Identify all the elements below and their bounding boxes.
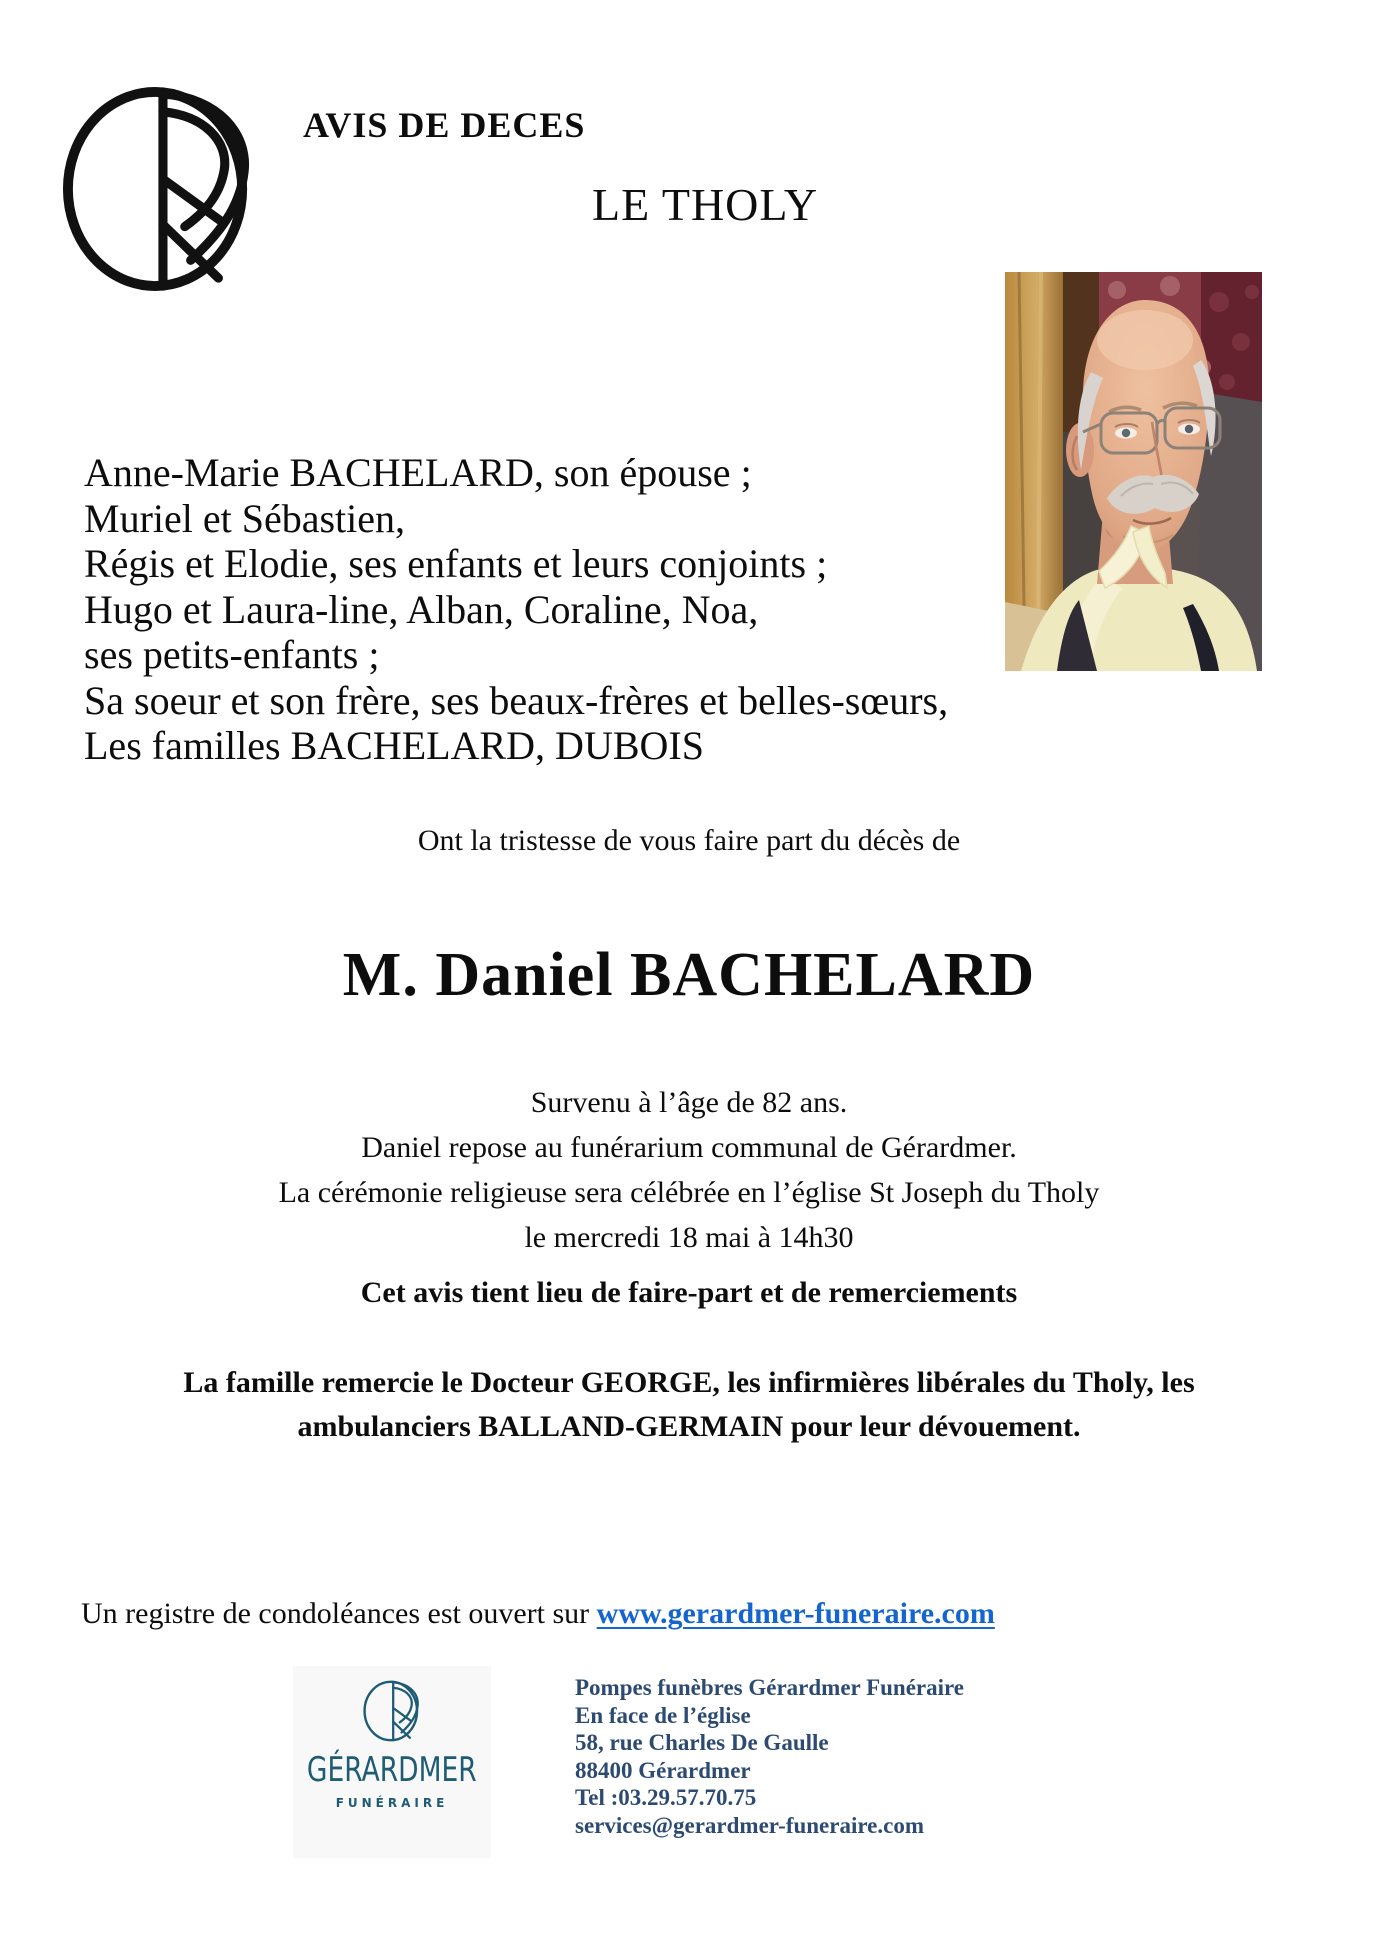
contact-line: 88400 Gérardmer bbox=[575, 1757, 751, 1783]
family-line: ses petits-enfants ; bbox=[84, 632, 380, 677]
contact-line: Pompes funèbres Gérardmer Funéraire bbox=[575, 1675, 965, 1700]
register-link[interactable]: www.gerardmer-funeraire.com bbox=[596, 1597, 995, 1630]
contact-line: En face de l’église bbox=[575, 1702, 751, 1728]
detail-line: La cérémonie religieuse sera célébrée en l’église St Joseph du Tholy bbox=[278, 1176, 1100, 1209]
family-list bbox=[84, 450, 1064, 769]
footer-logo-wordmark: GÉRARDMER bbox=[307, 1750, 477, 1790]
thanks-line: ambulanciers BALLAND-GERMAIN pour leur dévouement. bbox=[297, 1410, 1081, 1443]
contact-line: Tel :03.29.57.70.75 bbox=[575, 1785, 757, 1810]
contact-line: services@gerardmer-funeraire.com bbox=[575, 1812, 924, 1838]
thanks-block bbox=[0, 1361, 1378, 1449]
fairepart-notice: Cet avis tient lieu de faire-part et de remerciements bbox=[360, 1276, 1018, 1309]
detail-line: Daniel repose au funérarium communal de Gérardmer. bbox=[361, 1131, 1017, 1164]
family-line: Sa soeur et son frère, ses beaux-frères et belles-sœurs, bbox=[84, 677, 949, 723]
ceremony-details bbox=[0, 1080, 1378, 1260]
register-line bbox=[81, 1597, 995, 1631]
contact-block bbox=[575, 1674, 964, 1839]
register-text: Un registre de condoléances est ouvert sur bbox=[81, 1597, 597, 1630]
contact-line: 58, rue Charles De Gaulle bbox=[575, 1730, 829, 1755]
detail-line: Survenu à l’âge de 82 ans. bbox=[530, 1086, 848, 1119]
family-line: Muriel et Sébastien, bbox=[84, 495, 406, 541]
deceased-name: M. Daniel BACHELARD bbox=[342, 941, 1036, 1009]
funeral-home-monogram-icon bbox=[60, 86, 258, 296]
town-heading: LE THOLY bbox=[592, 179, 819, 230]
footer-logo-subtitle: FUNÉRAIRE bbox=[335, 1796, 449, 1810]
funeral-home-monogram-icon bbox=[360, 1680, 424, 1742]
family-line: Hugo et Laura-line, Alban, Coraline, Noa, bbox=[84, 586, 759, 632]
notice-type-heading: AVIS DE DECES bbox=[303, 105, 586, 145]
family-line: Anne-Marie BACHELARD, son épouse ; bbox=[84, 450, 752, 495]
intro-line: Ont la tristesse de vous faire part du décès de bbox=[417, 824, 961, 857]
thanks-line: La famille remercie le Docteur GEORGE, les infirmières libérales du Tholy, les bbox=[183, 1366, 1195, 1399]
family-line: Régis et Elodie, ses enfants et leurs conjoints ; bbox=[84, 541, 828, 586]
gerardmer-funeraire-logo bbox=[293, 1666, 491, 1858]
detail-line: le mercredi 18 mai à 14h30 bbox=[524, 1221, 854, 1254]
family-line: Les familles BACHELARD, DUBOIS bbox=[84, 723, 704, 768]
